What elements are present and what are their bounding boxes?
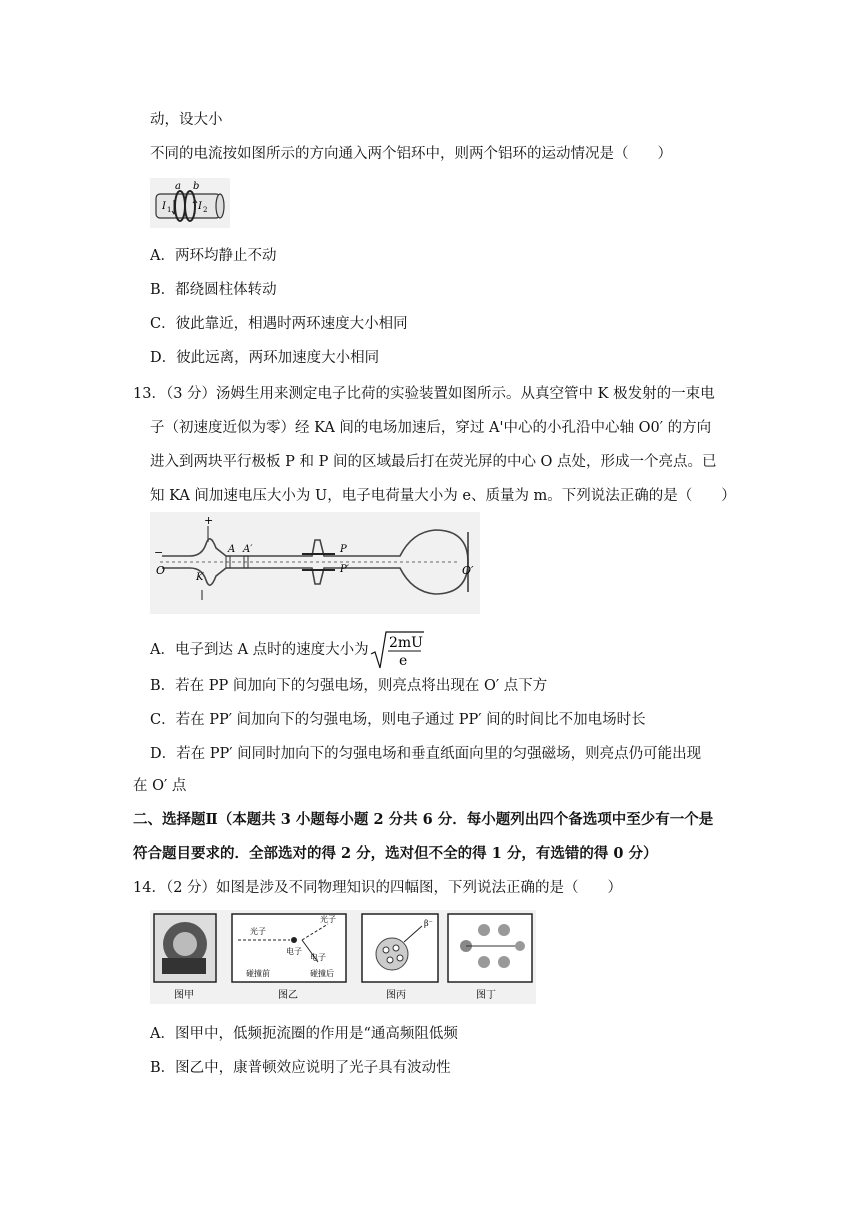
current-i1-subscript: 1 <box>167 206 172 214</box>
q13-option-d: D．若在 PP′ 间同时加向下的匀强电场和垂直纸面向里的匀强磁场，则亮点仍可能出现 <box>150 746 702 762</box>
point-o-prime-label: O′ <box>462 564 474 577</box>
q13-option-a <box>150 630 425 670</box>
q13-text-line2: 子（初速度近似为零）经 KA 间的电场加速后，穿过 A'中心的小孔沿中心轴 O0′ 的方向 <box>150 420 712 436</box>
q14-option-a: A．图甲中，低频扼流圈的作用是“通高频阻低频 <box>150 1026 458 1042</box>
ring-b-label: b <box>193 181 200 192</box>
q13-text-line1: 13．（3 分）汤姆生用来测定电子比荷的实验装置如图所示。从真空管中 K 极发射的一束电 <box>133 386 715 402</box>
ring-a-label: a <box>175 181 181 192</box>
q12-option-d: D．彼此远离，两环加速度大小相同 <box>150 350 380 366</box>
q13-text-line4: 知 KA 间加速电压大小为 U，电子电荷量大小为 e、质量为 m。下列说法正确的是（ ） <box>150 488 736 504</box>
point-o-label: O <box>156 564 166 577</box>
current-i2-subscript: 2 <box>203 206 208 214</box>
cathode-minus-label: − <box>154 546 164 559</box>
collision-before-label: 碰撞前 <box>246 969 270 978</box>
q13-text-line3: 进入到两块平行极板 P 和 P 间的区域最后打在荧光屏的中心 O 点处，形成一个亮点。已 <box>150 454 717 470</box>
panel-yi-label: 图乙 <box>278 990 298 1001</box>
section2-heading-line1: 二、选择题Ⅱ（本题共 3 小题每小题 2 分共 6 分．每小题列出四个备选项中至少有一个是 <box>133 811 714 828</box>
plate-p-label: P <box>340 544 347 555</box>
q12-text-line1: 动，设大小 <box>150 112 223 128</box>
panel-bing <box>362 914 438 1001</box>
electrode-a-label: A <box>228 544 236 555</box>
photon-before-label: 光子 <box>250 927 266 936</box>
q13-option-c: C．若在 PP′ 间加向下的匀强电场，则电子通过 PP′ 间的时间比不加电场时长 <box>150 712 646 728</box>
current-i2-label: I <box>198 201 202 212</box>
beta-label: β⁻ <box>424 919 433 928</box>
electrode-k-label: K <box>196 572 204 583</box>
plate-p-prime-label: P′ <box>340 564 349 575</box>
electron-after-label: 电子 <box>310 953 326 962</box>
anode-plus-label: + <box>204 514 214 527</box>
electrode-a-prime-label: A′ <box>243 544 253 555</box>
q13-figure-thomson-tube <box>150 512 480 614</box>
q12-option-c: C．彼此靠近，相遇时两环速度大小相同 <box>150 316 408 332</box>
panel-yi <box>232 914 346 1001</box>
formula-numerator: 2mU <box>388 635 423 651</box>
panel-ding <box>448 914 532 1001</box>
section2-heading-line2: 符合题目要求的．全部选对的得 2 分，选对但不全的得 1 分，有选错的得 0 分） <box>133 845 658 862</box>
sqrt-formula <box>369 630 425 670</box>
q12-figure-aluminum-rings <box>150 178 230 228</box>
q14-text-line1: 14．（2 分）如图是涉及不同物理知识的四幅图，下列说法正确的是（ ） <box>133 880 623 896</box>
q14-option-b: B．图乙中，康普顿效应说明了光子具有波动性 <box>150 1060 451 1076</box>
panel-ding-label: 图丁 <box>476 990 496 1001</box>
panel-bing-label: 图丙 <box>386 990 406 1001</box>
q12-option-b: B．都绕圆柱体转动 <box>150 282 277 298</box>
q12-option-a: A．两环均静止不动 <box>150 248 277 264</box>
panel-jia-label: 图甲 <box>174 990 194 1001</box>
q13-option-d-continued: 在 O′ 点 <box>133 778 187 794</box>
q12-text-line2: 不同的电流按如图所示的方向通入两个铝环中，则两个铝环的运动情况是（ ） <box>150 146 672 162</box>
q13-option-b: B．若在 PP 间加向下的匀强电场，则亮点将出现在 O′ 点下方 <box>150 678 548 694</box>
collision-after-label: 碰撞后 <box>310 969 334 978</box>
q14-figure-four-panels <box>150 910 536 1004</box>
q13-option-a-text: A．电子到达 A 点时的速度大小为 <box>150 642 369 658</box>
panel-jia <box>154 914 216 1001</box>
electron-before-label: 电子 <box>286 947 302 956</box>
current-i1-label: I <box>162 201 166 212</box>
formula-denominator: e <box>398 653 407 669</box>
photon-after-label: 光子 <box>320 915 336 924</box>
